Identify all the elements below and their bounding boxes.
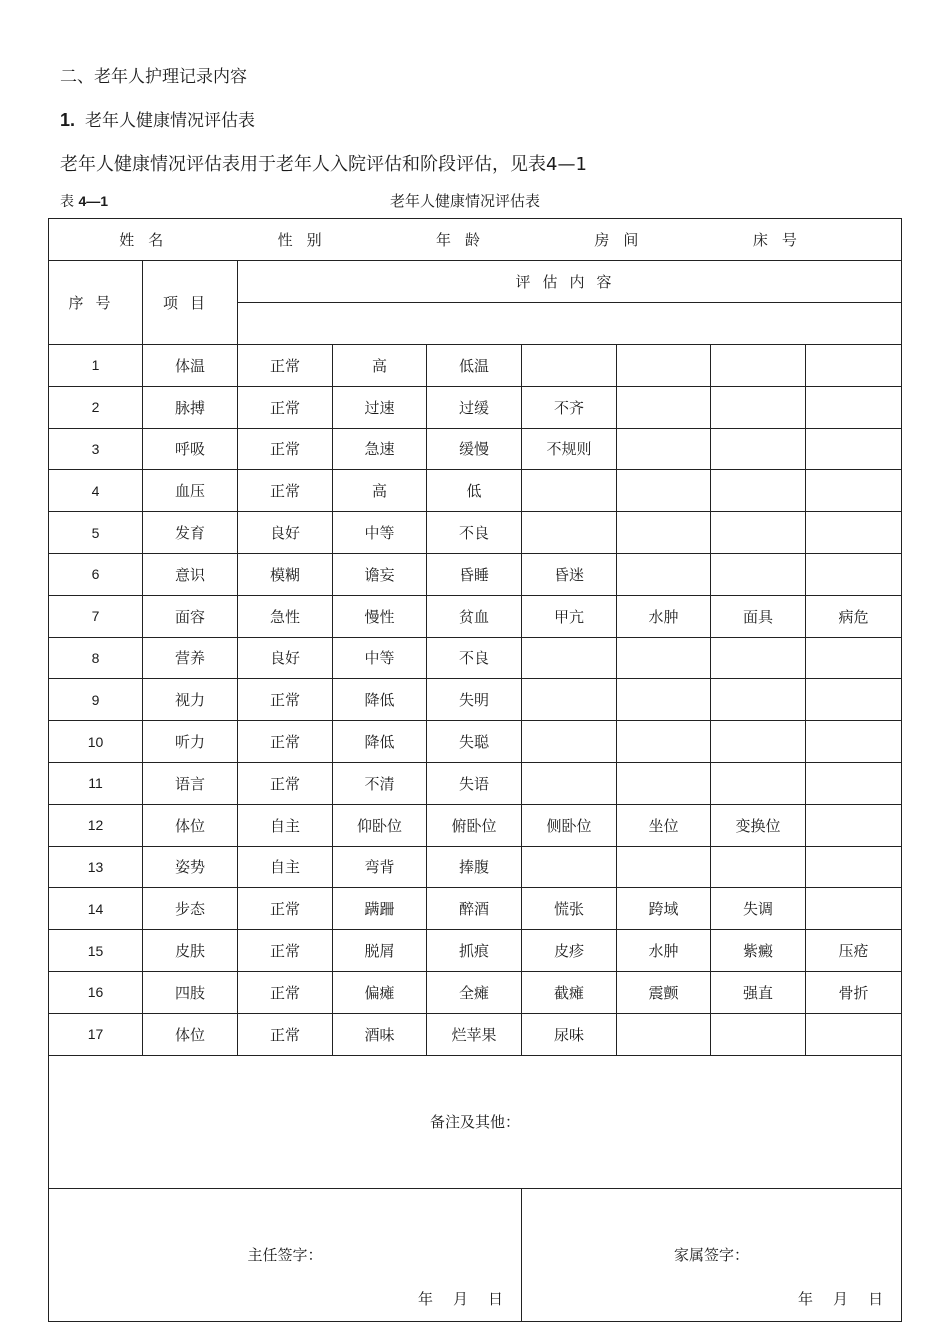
table-title: 老年人健康情况评估表 [390,192,541,210]
option-cell[interactable]: 正常 [238,930,333,972]
table-row [49,637,902,679]
table-row [49,679,902,721]
option-cell[interactable]: 正常 [238,345,333,387]
option-cell[interactable]: 良好 [238,637,333,679]
row-item: 姿势 [143,846,238,888]
index-header: 序号 [49,261,143,345]
section-heading: 二、老年人护理记录内容 [60,67,247,87]
empty-option-cell[interactable] [711,512,806,554]
table-row [49,470,902,512]
row-index: 9 [49,679,143,721]
option-cell[interactable]: 不清 [333,762,427,804]
row-item: 发育 [143,512,238,554]
option-cell[interactable]: 水肿 [617,930,711,972]
empty-option-cell[interactable] [711,386,806,428]
row-index: 17 [49,1013,143,1055]
row-index: 10 [49,721,143,763]
row-index: 7 [49,595,143,637]
option-cell[interactable]: 病危 [806,595,902,637]
option-cell[interactable]: 不良 [427,637,522,679]
family-sign-label: 家属签字： [674,1246,750,1265]
row-item: 四肢 [143,971,238,1013]
table-row [49,595,902,637]
empty-option-cell[interactable] [522,762,617,804]
table-row [49,888,902,930]
option-cell[interactable]: 捧腹 [427,846,522,888]
option-cell[interactable]: 过速 [333,386,427,428]
empty-option-cell[interactable] [711,846,806,888]
empty-option-cell[interactable] [711,470,806,512]
option-cell[interactable]: 水肿 [617,595,711,637]
empty-option-cell[interactable] [522,846,617,888]
option-cell[interactable]: 坐位 [617,804,711,846]
notes-row [49,1055,902,1188]
empty-option-cell[interactable] [617,386,711,428]
empty-option-cell[interactable] [806,470,902,512]
option-cell[interactable]: 慢性 [333,595,427,637]
option-cell[interactable]: 低温 [427,345,522,387]
empty-option-cell[interactable] [711,345,806,387]
option-cell[interactable]: 良好 [238,512,333,554]
option-cell[interactable]: 降低 [333,679,427,721]
option-cell[interactable]: 截瘫 [522,971,617,1013]
empty-option-cell[interactable] [617,428,711,470]
empty-option-cell[interactable] [806,888,902,930]
option-cell[interactable]: 偏瘫 [333,971,427,1013]
column-header-row [49,261,902,303]
option-cell[interactable]: 正常 [238,428,333,470]
bed-label: 床号 [752,231,811,249]
row-item: 意识 [143,553,238,595]
row-item: 营养 [143,637,238,679]
empty-option-cell[interactable] [806,846,902,888]
name-label: 姓名 [119,231,178,249]
option-cell[interactable]: 弯背 [333,846,427,888]
row-index: 1 [49,345,143,387]
option-cell[interactable]: 抓痕 [427,930,522,972]
content-header: 评估内容 [238,261,902,303]
option-cell[interactable]: 中等 [333,512,427,554]
option-cell[interactable]: 正常 [238,1013,333,1055]
table-row [49,345,902,387]
option-cell[interactable]: 强直 [711,971,806,1013]
option-cell[interactable]: 侧卧位 [522,804,617,846]
empty-option-cell[interactable] [806,1013,902,1055]
option-cell[interactable]: 正常 [238,386,333,428]
empty-option-cell[interactable] [806,386,902,428]
row-index: 14 [49,888,143,930]
row-index: 8 [49,637,143,679]
option-cell[interactable]: 尿味 [522,1013,617,1055]
empty-option-cell[interactable] [522,345,617,387]
notes-cell[interactable] [49,1055,902,1188]
row-item: 步态 [143,888,238,930]
option-cell[interactable]: 缓慢 [427,428,522,470]
table-row [49,846,902,888]
empty-option-cell[interactable] [806,553,902,595]
table-row [49,386,902,428]
empty-option-cell[interactable] [711,1013,806,1055]
row-item: 体温 [143,345,238,387]
option-cell[interactable]: 自主 [238,804,333,846]
option-cell[interactable]: 俯卧位 [427,804,522,846]
table-row [49,804,902,846]
empty-option-cell[interactable] [617,721,711,763]
empty-option-cell[interactable] [522,679,617,721]
empty-option-cell[interactable] [617,679,711,721]
empty-option-cell[interactable] [806,679,902,721]
empty-option-cell[interactable] [617,470,711,512]
option-cell[interactable]: 贫血 [427,595,522,637]
option-cell[interactable]: 失调 [711,888,806,930]
option-cell[interactable]: 变换位 [711,804,806,846]
empty-option-cell[interactable] [617,512,711,554]
row-item: 体位 [143,1013,238,1055]
director-sign-label: 主任签字： [247,1246,323,1265]
row-item: 皮肤 [143,930,238,972]
option-cell[interactable]: 昏迷 [522,553,617,595]
option-cell[interactable]: 压疮 [806,930,902,972]
table-row [49,762,902,804]
notes-label: 备注及其他： [430,1113,521,1132]
empty-option-cell[interactable] [806,345,902,387]
row-item: 脉搏 [143,386,238,428]
month-label: 月 [452,1289,468,1308]
table-label [60,191,108,211]
option-cell[interactable]: 蹒跚 [333,888,427,930]
table-label-prefix: 表 [60,194,74,210]
option-cell[interactable]: 脱屑 [333,930,427,972]
empty-option-cell[interactable] [617,1013,711,1055]
empty-option-cell[interactable] [711,428,806,470]
option-cell[interactable]: 高 [333,470,427,512]
option-cell[interactable]: 骨折 [806,971,902,1013]
empty-option-cell[interactable] [522,470,617,512]
option-cell[interactable]: 正常 [238,971,333,1013]
sub-heading-number: 1. [60,110,76,130]
sub-heading [60,106,255,131]
table-row [49,428,902,470]
option-cell[interactable]: 正常 [238,721,333,763]
row-item: 血压 [143,470,238,512]
option-cell[interactable]: 甲亢 [522,595,617,637]
row-index: 6 [49,553,143,595]
year-label: 年 [417,1289,433,1308]
row-index: 15 [49,930,143,972]
empty-option-cell[interactable] [806,721,902,763]
row-index: 3 [49,428,143,470]
option-cell[interactable]: 失明 [427,679,522,721]
director-date [398,1288,503,1309]
row-item: 语言 [143,762,238,804]
empty-option-cell[interactable] [711,721,806,763]
empty-option-cell[interactable] [522,512,617,554]
empty-option-cell[interactable] [617,345,711,387]
empty-option-cell[interactable] [806,512,902,554]
table-row [49,930,902,972]
row-index: 4 [49,470,143,512]
option-cell[interactable]: 正常 [238,679,333,721]
option-cell[interactable]: 正常 [238,762,333,804]
table-row [49,553,902,595]
option-cell[interactable]: 全瘫 [427,971,522,1013]
content-subheader-blank [238,303,902,345]
option-cell[interactable]: 高 [333,345,427,387]
empty-option-cell[interactable] [806,804,902,846]
option-cell[interactable]: 面具 [711,595,806,637]
empty-option-cell[interactable] [522,637,617,679]
option-cell[interactable]: 失语 [427,762,522,804]
row-index: 13 [49,846,143,888]
empty-option-cell[interactable] [522,721,617,763]
empty-option-cell[interactable] [711,679,806,721]
table-row [49,512,902,554]
room-label: 房间 [594,231,653,249]
option-cell[interactable]: 失聪 [427,721,522,763]
option-cell[interactable]: 酒味 [333,1013,427,1055]
row-item: 面容 [143,595,238,637]
option-cell[interactable]: 紫癜 [711,930,806,972]
option-cell[interactable]: 醉酒 [427,888,522,930]
row-index: 16 [49,971,143,1013]
option-cell[interactable]: 不齐 [522,386,617,428]
option-cell[interactable]: 谵妄 [333,553,427,595]
info-header-cell [49,219,902,261]
director-signature-cell[interactable] [49,1188,522,1321]
gender-label: 性别 [277,231,336,249]
option-cell[interactable]: 中等 [333,637,427,679]
day-label: 日 [868,1289,884,1308]
row-item: 视力 [143,679,238,721]
option-cell[interactable]: 降低 [333,721,427,763]
option-cell[interactable]: 模糊 [238,553,333,595]
empty-option-cell[interactable] [711,762,806,804]
row-index: 11 [49,762,143,804]
family-signature-cell[interactable] [522,1188,902,1321]
option-cell[interactable]: 过缓 [427,386,522,428]
assessment-table [48,218,902,1322]
empty-option-cell[interactable] [617,637,711,679]
empty-option-cell[interactable] [806,762,902,804]
option-cell[interactable]: 跨域 [617,888,711,930]
sub-heading-title: 老年人健康情况评估表 [85,111,256,131]
option-cell[interactable]: 震颤 [617,971,711,1013]
empty-option-cell[interactable] [617,553,711,595]
row-item: 呼吸 [143,428,238,470]
empty-option-cell[interactable] [617,762,711,804]
row-index: 2 [49,386,143,428]
info-header-row [49,219,902,261]
table-label-number: 4—1 [78,193,109,209]
empty-option-cell[interactable] [806,428,902,470]
row-index: 5 [49,512,143,554]
empty-option-cell[interactable] [711,553,806,595]
option-cell[interactable]: 皮疹 [522,930,617,972]
option-cell[interactable]: 仰卧位 [333,804,427,846]
month-label: 月 [833,1289,849,1308]
option-cell[interactable]: 低 [427,470,522,512]
day-label: 日 [487,1289,503,1308]
table-row [49,721,902,763]
table-row [49,971,902,1013]
intro-paragraph: 老年人健康情况评估表用于老年人入院评估和阶段评估，见表4—1 [60,154,587,175]
empty-option-cell[interactable] [806,637,902,679]
signature-row [49,1188,902,1321]
family-date [778,1288,883,1309]
option-cell[interactable]: 慌张 [522,888,617,930]
age-label: 年龄 [436,231,495,249]
empty-option-cell[interactable] [617,846,711,888]
option-cell[interactable]: 不规则 [522,428,617,470]
option-cell[interactable]: 昏睡 [427,553,522,595]
empty-option-cell[interactable] [711,637,806,679]
option-cell[interactable]: 不良 [427,512,522,554]
option-cell[interactable]: 烂苹果 [427,1013,522,1055]
table-row [49,1013,902,1055]
row-item: 听力 [143,721,238,763]
option-cell[interactable]: 急性 [238,595,333,637]
option-cell[interactable]: 正常 [238,888,333,930]
row-index: 12 [49,804,143,846]
option-cell[interactable]: 正常 [238,470,333,512]
item-header: 项目 [143,261,238,345]
option-cell[interactable]: 自主 [238,846,333,888]
option-cell[interactable]: 急速 [333,428,427,470]
year-label: 年 [798,1289,814,1308]
row-item: 体位 [143,804,238,846]
